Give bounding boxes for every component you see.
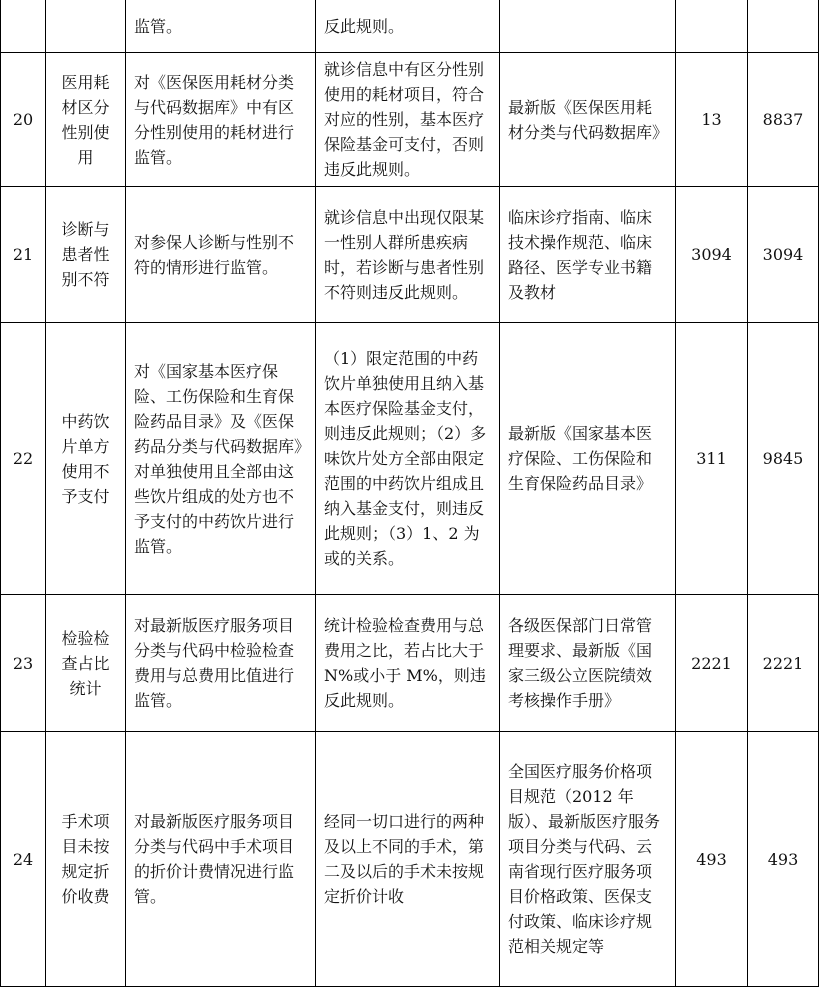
rule-scope: 监管。: [126, 0, 316, 53]
rule-scope: 对最新版医疗服务项目分类与代码中手术项目的折价计费情况进行监管。: [126, 732, 316, 987]
count-a: 13: [676, 53, 748, 187]
rule-logic: 就诊信息中有区分性别使用的耗材项目，符合对应的性别，基本医疗保险基金可支付，否则违反此规则。: [316, 53, 500, 187]
rule-logic: （1）限定范围的中药饮片单独使用且纳入基本医疗保险基金支付，则违反此规则；（2）多味饮片处方全部由限定范围的中药饮片组成且纳入基金支付，则违反此规则；（3）1、2 为或的关系。: [316, 323, 500, 595]
count-a: 493: [676, 732, 748, 987]
rule-scope: 对最新版医疗服务项目分类与代码中检验检查费用与总费用比值进行监管。: [126, 595, 316, 732]
rule-basis: 临床诊疗指南、临床技术操作规范、临床路径、医学专业书籍及教材: [500, 187, 676, 323]
count-b: 2221: [748, 595, 819, 732]
count-b: 9845: [748, 323, 819, 595]
rule-scope: 对《医保医用耗材分类与代码数据库》中有区分性别使用的耗材进行监管。: [126, 53, 316, 187]
rule-logic: 反此规则。: [316, 0, 500, 53]
count-b: 8837: [748, 53, 819, 187]
count-b: 493: [748, 732, 819, 987]
row-index: 22: [1, 323, 46, 595]
table-row: [1, 53, 819, 187]
count-a: 3094: [676, 187, 748, 323]
rule-scope: 对参保人诊断与性别不符的情形进行监管。: [126, 187, 316, 323]
rule-basis: 各级医保部门日常管理要求、最新版《国家三级公立医院绩效考核操作手册》: [500, 595, 676, 732]
rule-logic: 统计检验检查费用与总费用之比，若占比大于 N%或小于 M%，则违反此规则。: [316, 595, 500, 732]
row-index: 24: [1, 732, 46, 987]
rule-name: 检验检查占比统计: [46, 595, 126, 732]
rule-name: [46, 0, 126, 53]
row-index: 23: [1, 595, 46, 732]
count-b: 3094: [748, 187, 819, 323]
count-a: 311: [676, 323, 748, 595]
rule-name: 手术项目未按规定折价收费: [46, 732, 126, 987]
table-row: [1, 0, 819, 53]
table-row: [1, 595, 819, 732]
count-b: [748, 0, 819, 53]
rule-name: 诊断与患者性别不符: [46, 187, 126, 323]
rule-scope: 对《国家基本医疗保险、工伤保险和生育保险药品目录》及《医保药品分类与代码数据库》对单独使用且全部由这些饮片组成的处方也不予支付的中药饮片进行监管。: [126, 323, 316, 595]
table-row: [1, 323, 819, 595]
rule-name: 医用耗材区分性别使用: [46, 53, 126, 187]
row-index: [1, 0, 46, 53]
rule-logic: 就诊信息中出现仅限某一性别人群所患疾病时，若诊断与患者性别不符则违反此规则。: [316, 187, 500, 323]
rule-basis: 最新版《国家基本医疗保险、工伤保险和生育保险药品目录》: [500, 323, 676, 595]
rule-basis: [500, 0, 676, 53]
table-row: [1, 732, 819, 987]
count-a: 2221: [676, 595, 748, 732]
count-a: [676, 0, 748, 53]
rule-basis: 最新版《医保医用耗材分类与代码数据库》: [500, 53, 676, 187]
table-row: [1, 187, 819, 323]
rule-logic: 经同一切口进行的两种及以上不同的手术，第二及以后的手术未按规定折价计收: [316, 732, 500, 987]
rule-name: 中药饮片单方使用不予支付: [46, 323, 126, 595]
row-index: 20: [1, 53, 46, 187]
row-index: 21: [1, 187, 46, 323]
rule-basis: 全国医疗服务价格项目规范（2012 年版）、最新版医疗服务项目分类与代码、云南省现行医疗服务项目价格政策、医保支付政策、临床诊疗规范相关规定等: [500, 732, 676, 987]
